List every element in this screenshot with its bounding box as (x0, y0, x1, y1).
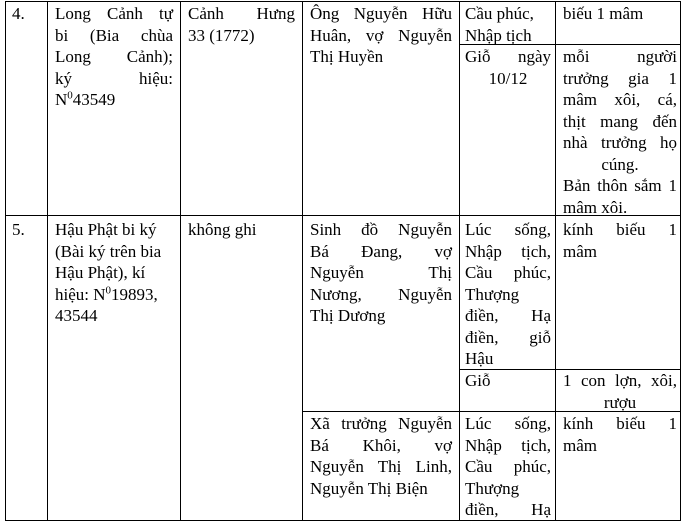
row5-donor-1-line: Nguyễn Thị (310, 263, 452, 282)
row5-offering-1-line: kính biếu 1 (563, 220, 677, 239)
row4-date-line: 33 (1772) (188, 25, 255, 45)
row4-offering-2-line: mâm xôi. (563, 197, 628, 217)
row5-occasion-3-line: Nhập tịch, (465, 435, 551, 455)
row4-occasion-2-line: Giỗ ngày (465, 47, 551, 66)
table-border-bottom (5, 520, 681, 521)
row4-offering-2-line: cúng. (601, 154, 639, 174)
row4-occasion-2-line: 10/12 (488, 68, 528, 88)
row4-inscription-line: Long Cảnh); (55, 47, 173, 66)
row5-occasion-1-line: Thượng (465, 284, 520, 304)
row5-offering-2-line: rượu (603, 392, 637, 412)
row5-donor-2-line: Bá Khôi, vợ (310, 435, 452, 455)
row5-donor-1-line: Sinh đồ Nguyễn (310, 220, 452, 239)
row5-inscription-line: Hậu Phật), kí (55, 263, 146, 282)
row4-date-line: Cảnh Hưng (188, 4, 295, 23)
row5-inscription-line: (Bài ký trên bia (55, 241, 162, 261)
row5-donor-1-line: Bá Đang, vợ (310, 241, 452, 261)
table-border-right (680, 1, 681, 521)
row5-donor-2-line: Nguyễn Thị Biện (310, 478, 428, 498)
row4-date (188, 3, 295, 46)
row4-donor-line: Thị Huyền (310, 47, 384, 66)
row5-donor-2 (310, 413, 452, 499)
row4-offering-2 (563, 46, 677, 218)
col-divider-4 (459, 1, 460, 521)
row5-occasion-3-line: điền, Hạ (465, 500, 551, 519)
col-divider-2 (180, 1, 181, 521)
row5-offering-2 (563, 370, 677, 413)
col-divider-5 (555, 1, 556, 521)
row5-occasion-3-line: Thượng (465, 478, 520, 498)
row4-donor (310, 3, 452, 68)
col-divider-1 (47, 1, 48, 521)
row4-offering-2-line: trưởng gia 1 (563, 68, 677, 88)
row5-offering-3-line: mâm (563, 435, 597, 455)
row4-offering-2-line: mâm xôi, cá, (563, 90, 677, 109)
row5-donor-1-line: Thị Dương (310, 306, 386, 325)
table-border-left (5, 1, 6, 521)
row4-offering-2-line: nhà trưởng họ (563, 133, 677, 152)
row5-occasion-1-line: Cầu phúc, (465, 263, 551, 282)
row5-donor-2-line: Nguyễn Thị Linh, (310, 457, 452, 476)
row5-offering-1-line: mâm (563, 241, 597, 261)
row4-offering-2-line: Bản thôn sắm 1 (563, 176, 677, 195)
row5-donor-1 (310, 219, 452, 327)
row5-occasion-2 (465, 370, 551, 392)
row5-occasion-1-line: Nhập tịch, (465, 241, 551, 261)
row4-occasion-1-line: Cầu phúc, (465, 4, 534, 23)
row4-offering-2-line: mỗi người (563, 47, 677, 66)
row4-number-text: 4. (12, 4, 25, 23)
row5-donor-2-line: Xã trưởng Nguyễn (310, 414, 452, 433)
row5-number-text: 5. (12, 220, 25, 239)
row5-inscription (55, 219, 177, 327)
row4-offering-1 (563, 3, 677, 25)
row5-occasion-1-line: Hậu (465, 349, 494, 368)
row4-offering-1-line: biếu 1 mâm (563, 4, 644, 23)
row5-code-sup: 0 (105, 283, 112, 296)
row4-code (55, 89, 173, 111)
row4-occasion-1 (465, 3, 551, 46)
row4-number (12, 3, 44, 25)
row4-inscription-line: bi (Bia chùa (55, 25, 173, 45)
row5-occasion-3-line: Lúc sống, (465, 414, 551, 433)
row5-date (188, 219, 295, 241)
row5-occasion-1-line: Lúc sống, (465, 220, 551, 239)
row5-code-prefix: hiệu: N (55, 284, 106, 304)
row5-donor-1-line: Nương, Nguyễn (310, 284, 452, 304)
row5-number (12, 219, 44, 241)
row4-code-sup: 0 (67, 89, 73, 102)
row4-offering-2-line: thịt mang đến (563, 111, 677, 131)
row5-code (55, 284, 177, 306)
row4-inscription-line: Long Cảnh tự (55, 4, 173, 23)
row5-offering-3-line: kính biếu 1 (563, 414, 677, 433)
row4-inscription-line: ký hiệu: (55, 68, 173, 88)
row5-offering-3 (563, 413, 677, 456)
row5-occasion-1-line: điền, giỗ (465, 327, 551, 347)
row5-occasion-3-line: Cầu phúc, (465, 457, 551, 476)
row4-inscription (55, 3, 173, 111)
col-divider-3 (302, 1, 303, 521)
row5-code-extra: 43544 (55, 306, 98, 325)
row5-code-number: 19893, (111, 284, 158, 304)
row5-occasion-2-line: Giỗ (465, 371, 491, 390)
row4-occasion-2 (465, 46, 551, 89)
row4-donor-line: Huân, vợ Nguyễn (310, 25, 452, 45)
row5-occasion-1 (465, 219, 551, 370)
row4-code-number: 43549 (72, 90, 116, 109)
table-border-top (5, 1, 681, 2)
row4-donor-line: Ông Nguyễn Hữu (310, 4, 452, 23)
row5-occasion-1-line: điền, Hạ (465, 306, 551, 325)
row4-code-prefix: N (55, 90, 68, 109)
row5-date-line: không ghi (188, 220, 257, 239)
row5-offering-2-line: 1 con lợn, xôi, (563, 371, 677, 390)
row5-inscription-line: Hậu Phật bi ký (55, 220, 157, 239)
row4-occasion-1-line: Nhập tịch (465, 25, 532, 45)
row5-offering-1 (563, 219, 677, 262)
row5-occasion-3 (465, 413, 551, 521)
